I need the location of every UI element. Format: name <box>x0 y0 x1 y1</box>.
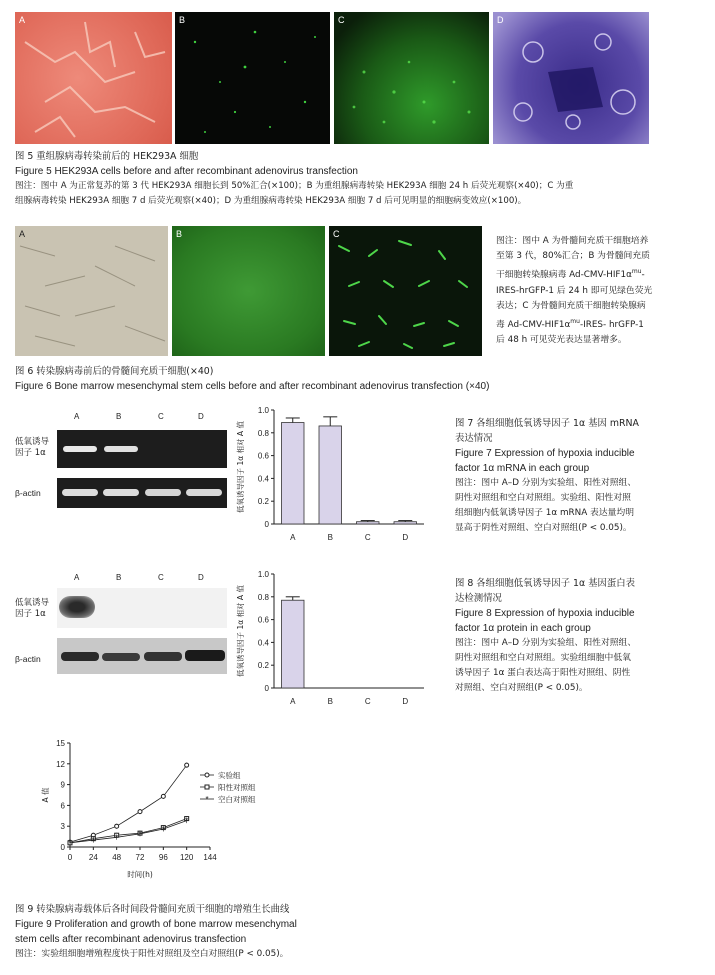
fig7-title-en-1: Figure 7 Expression of hypoxia inducible <box>455 448 635 459</box>
fig7-ytick-label-1: 0.2 <box>257 497 269 507</box>
fig7-lane-a: A <box>74 412 80 421</box>
fig8-note-3: 诱导因子 1α 蛋白表达高于阳性对照组、阴性 <box>455 668 631 678</box>
fig8-ytick-label-2: 0.4 <box>257 638 269 648</box>
fig8-xtick-label-A: A <box>290 697 296 706</box>
fig7-band-actin-a <box>62 489 98 496</box>
fig8-note-1: 图注：图中 A–D 分别为实验组、阳性对照组、 <box>455 638 637 648</box>
fig6-cells-a <box>15 226 168 356</box>
fig9-note: 图注：实验组细胞增殖程度快于阳性对照组及空白对照组(P < 0.05)。 <box>15 949 289 959</box>
fig9-point-0-3 <box>138 810 142 814</box>
fig6-note-6-row <box>496 314 706 333</box>
fig8-ytick-label-0: 0 <box>264 684 269 693</box>
fig8-xtick-label-B: B <box>327 697 333 706</box>
fig9-point-2-3: * <box>138 829 142 839</box>
fig9-xlabel: 时间(h) <box>127 870 153 879</box>
fig7-band-actin-b <box>103 489 139 496</box>
fig7-note-1: 图注：图中 A–D 分别为实验组、阳性对照组、 <box>455 478 637 488</box>
fig8-title-cn-2: 达检测情况 <box>455 593 502 604</box>
fig9-legend-label-1: 阳性对照组 <box>218 783 256 792</box>
fig7-xtick-label-A: A <box>290 533 296 542</box>
fig5-panel-c <box>334 12 489 144</box>
fig7-band-actin-d <box>186 489 222 496</box>
fig9-ytick-label-3: 9 <box>60 780 65 790</box>
fig9-xtick-label-5: 120 <box>179 853 194 862</box>
fig6-note <box>496 234 706 348</box>
fig5-note-2: 组腺病毒转染 HEK293A 细胞 7 d 后荧光观察(×40)；D 为重组腺病毒转染 HEK293A 细胞 7 d 后可见明显的细胞病变效应(×100)。 <box>15 196 527 206</box>
fig9-ytick-label-1: 3 <box>60 822 65 832</box>
fig5-caption <box>15 149 705 209</box>
fig9-ytick-label-4: 12 <box>56 759 65 769</box>
fig8-gel-label <box>15 598 49 620</box>
fig7-xtick-label-B: B <box>327 533 333 542</box>
fig7-gel-label-2: 因子 1α <box>15 448 46 458</box>
fig9-xtick-label-6: 144 <box>203 853 217 862</box>
fig9-caption <box>15 902 415 962</box>
fig7-gel-hif <box>57 430 227 468</box>
fig9-title-cn: 图 9 转染腺病毒载体后各时间段骨髓间充质干细胞的增殖生长曲线 <box>15 904 290 915</box>
fig7-lane-b: B <box>116 412 122 421</box>
fig5-panel-d <box>493 12 649 144</box>
fig9-xtick-label-4: 96 <box>158 853 168 862</box>
fig6-note-6-tail: -IRES- hrGFP-1 <box>579 319 644 330</box>
fig9-title-en-2: stem cells after recombinant adenovirus transfection <box>15 934 247 945</box>
fig6-note-5: 表达；C 为骨髓间充质干细胞转染腺病 <box>496 300 646 311</box>
fig7-note-2: 阴性对照组和空白对照组。实验组、阳性对照 <box>455 493 631 503</box>
fig5-label-b: B <box>179 15 186 25</box>
fig6-cells-c <box>329 226 482 356</box>
fig8-note-4: 对照组、空白对照组(P < 0.05)。 <box>455 683 588 693</box>
fig7-lane-c: C <box>158 412 164 421</box>
fig7-note-4: 显高于阴性对照组、空白对照组(P < 0.05)。 <box>455 523 632 533</box>
fig9-xtick-label-3: 72 <box>135 853 145 862</box>
fig8-lane-a: A <box>74 573 80 582</box>
fig8-blot-actin <box>57 638 227 674</box>
fig7-ytick-label-0: 0 <box>264 520 269 529</box>
fig7-ylabel: 低氧诱导因子 1α 相对 A 值 <box>236 421 245 513</box>
fig6-panel-b <box>172 226 325 356</box>
fig8-lane-c: C <box>158 573 164 582</box>
fig8-band-actin-d <box>185 650 225 661</box>
fig9-point-0-4 <box>161 794 165 798</box>
fig8-band-actin-a <box>61 652 99 661</box>
fig5-title-cn: 图 5 重组腺病毒转染前后的 HEK293A 细胞 <box>15 151 199 162</box>
fig8-xtick-label-C: C <box>364 697 371 706</box>
fig6-note-4: IRES-hrGFP-1 后 24 h 即可见绿色荧光 <box>496 285 653 296</box>
fig8-bar-chart <box>232 566 442 716</box>
fig7-bar-A <box>282 423 305 524</box>
fig6-note-2: 至第 3 代，80%汇合；B 为骨髓间充质 <box>496 251 650 262</box>
fig5-label-c: C <box>338 15 345 25</box>
fig8-beta-label: β-actin <box>15 654 41 664</box>
fig5-label-a: A <box>19 15 26 25</box>
fig9-point-2-4: * <box>161 824 165 834</box>
fig9-xtick-label-1: 24 <box>88 853 98 862</box>
fig9-series-line-1 <box>70 816 189 846</box>
fig6-caption <box>15 364 705 394</box>
fig9-point-2-0: * <box>68 838 72 848</box>
fig9-ytick-label-0: 0 <box>60 843 65 852</box>
fig9-series-line-0 <box>70 765 187 842</box>
fig8-gel-label-1: 低氧诱导 <box>15 598 50 608</box>
fig7-xtick-label-D: D <box>402 533 409 542</box>
fig8-lane-d: D <box>198 573 204 582</box>
fig9-title-en-1: Figure 9 Proliferation and growth of bone marrow mesenchymal <box>15 919 297 930</box>
fig9-ytick-label-5: 15 <box>56 739 65 748</box>
fig6-label-b: B <box>176 229 183 239</box>
fig7-gel-label <box>15 437 49 459</box>
fig7-bar-D <box>394 522 417 524</box>
fig6-title-en: Figure 6 Bone marrow mesenchymal stem cells before and after recombinant adenovirus transfection (×40) <box>15 381 490 392</box>
fig8-caption <box>455 576 707 696</box>
fig5-panel-a <box>15 12 172 144</box>
fig6-note-3: 干细胞转染腺病毒 Ad-CMV-HIF1α <box>496 270 632 281</box>
fig6-note-6-sup: mu <box>570 317 580 325</box>
fig7-caption <box>455 416 707 536</box>
fig8-gel-label-2: 因子 1α <box>15 609 46 619</box>
fig9-legend-marker-1 <box>205 785 209 789</box>
fig7-ytick-label-2: 0.4 <box>257 474 269 484</box>
fig7-ytick-label-5: 1.0 <box>257 406 269 415</box>
fig7-title-en-2: factor 1α mRNA in each group <box>455 463 590 474</box>
fig8-ytick-label-4: 0.8 <box>257 592 269 602</box>
fig8-title-cn-1: 图 8 各组细胞低氧诱导因子 1α 基因蛋白表 <box>455 578 636 589</box>
fig7-bar-B <box>319 426 342 524</box>
fig8-ytick-label-3: 0.6 <box>257 615 269 625</box>
fig8-ylabel: 低氧诱导因子 1α 相对 A 值 <box>236 585 245 677</box>
fig7-xtick-label-C: C <box>364 533 371 542</box>
fig7-band-hif-b <box>104 446 138 452</box>
fig9-point-0-5 <box>185 763 189 767</box>
fig9-point-2-2: * <box>115 833 119 843</box>
fig9-point-2-5: * <box>185 816 189 826</box>
fig6-note-3-sup: mu <box>631 268 642 276</box>
fig6-note-1: 图注：图中 A 为骨髓间充质干细胞培养 <box>496 236 649 246</box>
fig8-band-hif-a <box>59 596 95 618</box>
fig7-note-3: 组细胞内低氧诱导因子 1α mRNA 表达量均明 <box>455 508 635 518</box>
fig9-point-2-1: * <box>91 836 95 846</box>
fig5-cells-a <box>15 12 172 144</box>
fig8-ytick-label-1: 0.2 <box>257 661 269 671</box>
fig9-point-0-2 <box>115 824 119 828</box>
fig7-lane-d: D <box>198 412 204 421</box>
fig7-ytick-label-4: 0.8 <box>257 428 269 438</box>
fig8-ytick-label-5: 1.0 <box>257 570 269 579</box>
fig6-label-a: A <box>19 229 26 239</box>
fig7-ytick-label-3: 0.6 <box>257 451 269 461</box>
fig7-band-hif-a <box>63 446 97 452</box>
fig9-legend-marker-0 <box>205 773 209 777</box>
fig6-panel-c <box>329 226 482 356</box>
fig9-ytick-label-2: 6 <box>60 801 65 811</box>
fig9-xtick-label-0: 0 <box>67 853 73 862</box>
fig7-band-actin-c <box>145 489 181 496</box>
fig7-beta-label: β-actin <box>15 488 41 498</box>
fig6-note-6: 毒 Ad-CMV-HIF1α <box>496 319 571 330</box>
fig6-note-3-row <box>496 264 706 283</box>
fig7-bar-chart <box>232 402 442 552</box>
fig8-title-en-2: factor 1α protein in each group <box>455 623 591 634</box>
fig6-label-c: C <box>333 229 340 239</box>
fig5-label-d: D <box>497 15 504 25</box>
fig6-note-7: 后 48 h 可见荧光表达显著增多。 <box>496 335 627 346</box>
fig5-dots-b <box>175 12 330 144</box>
fig5-title-en: Figure 5 HEK293A cells before and after recombinant adenovirus transfection <box>15 166 358 177</box>
fig5-cells-d <box>493 12 649 144</box>
fig8-band-actin-c <box>144 652 182 661</box>
fig5-note-1: 图注：图中 A 为正常复苏的第 3 代 HEK293A 细胞长到 50%汇合(×100)；B 为重组腺病毒转染 HEK293A 细胞 24 h 后荧光观察(×40)；C 为重 <box>15 181 574 191</box>
fig9-ylabel: A 值 <box>41 787 50 803</box>
fig8-blot-hif <box>57 588 227 628</box>
fig8-title-en-1: Figure 8 Expression of hypoxia inducible <box>455 608 635 619</box>
fig6-title-cn: 图 6 转染腺病毒前后的骨髓间充质干细胞(×40) <box>15 366 214 377</box>
fig5-panel-b <box>175 12 330 144</box>
fig8-note-2: 阴性对照组和空白对照组。实验组细胞中低氧 <box>455 653 631 663</box>
fig7-gel-actin <box>57 478 227 508</box>
fig8-lane-b: B <box>116 573 122 582</box>
fig9-legend-label-2: 空白对照组 <box>218 795 256 804</box>
fig6-note-3-tail: - <box>641 270 645 281</box>
fig8-xtick-label-D: D <box>402 697 409 706</box>
fig9-legend-label-0: 实验组 <box>218 771 241 780</box>
fig8-bar-A <box>282 600 305 688</box>
fig7-bar-C <box>357 522 380 524</box>
fig7-title-cn-2: 表达情况 <box>455 433 493 444</box>
fig9-legend-marker-2: * <box>205 795 209 804</box>
fig8-band-actin-b <box>102 653 140 661</box>
fig6-panel-a <box>15 226 168 356</box>
fig9-xtick-label-2: 48 <box>112 853 122 862</box>
fig9-line-chart <box>40 735 290 895</box>
fig7-gel-label-1: 低氧诱导 <box>15 437 50 447</box>
fig7-title-cn-1: 图 7 各组细胞低氧诱导因子 1α 基因 mRNA <box>455 418 639 429</box>
fig5-dots-c <box>334 12 489 144</box>
